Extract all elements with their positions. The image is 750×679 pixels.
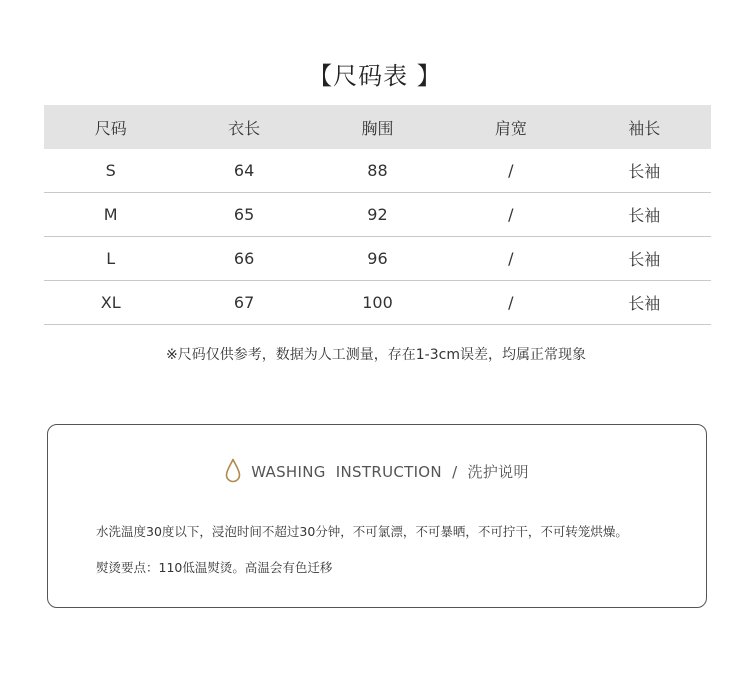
- header-shoulder: 肩宽: [444, 105, 577, 149]
- washing-instruction-box: [47, 424, 707, 608]
- washing-heading: [48, 458, 706, 484]
- table-cell: L: [44, 237, 177, 281]
- table-cell: /: [444, 193, 577, 237]
- table-row: [44, 237, 711, 281]
- table-cell: /: [444, 149, 577, 193]
- measurement-note: ※尺码仅供参考，数据为人工测量，存在1-3cm误差，均属正常现象: [166, 347, 586, 363]
- table-cell: 88: [311, 149, 444, 193]
- table-cell: 65: [177, 193, 310, 237]
- water-drop-icon: [225, 458, 241, 484]
- ironing-line: 熨烫要点：110低温熨烫。高温会有色迁移: [96, 560, 333, 575]
- table-cell: M: [44, 193, 177, 237]
- washing-heading-text: WASHING INSTRUCTION / 洗护说明: [251, 462, 529, 481]
- table-cell: 92: [311, 193, 444, 237]
- table-cell: 96: [311, 237, 444, 281]
- header-chest: 胸围: [311, 105, 444, 149]
- table-cell: /: [444, 281, 577, 325]
- table-cell: 长袖: [578, 193, 711, 237]
- washing-line-1: 水洗温度30度以下，浸泡时间不超过30分钟，不可氯漂，不可暴晒，不可拧干，不可转笼烘燥。: [96, 524, 628, 539]
- table-cell: S: [44, 149, 177, 193]
- table-cell: XL: [44, 281, 177, 325]
- table-row: [44, 149, 711, 193]
- table-row: [44, 193, 711, 237]
- table-cell: 长袖: [578, 237, 711, 281]
- size-table: [44, 105, 711, 325]
- table-cell: 100: [311, 281, 444, 325]
- table-cell: 64: [177, 149, 310, 193]
- header-length: 衣长: [177, 105, 310, 149]
- table-row: [44, 281, 711, 325]
- table-cell: /: [444, 237, 577, 281]
- size-chart-title: 【尺码表 】: [308, 62, 442, 90]
- header-size: 尺码: [44, 105, 177, 149]
- header-sleeve: 袖长: [578, 105, 711, 149]
- table-cell: 67: [177, 281, 310, 325]
- table-cell: 66: [177, 237, 310, 281]
- table-cell: 长袖: [578, 281, 711, 325]
- table-header-row: [44, 105, 711, 149]
- table-cell: 长袖: [578, 149, 711, 193]
